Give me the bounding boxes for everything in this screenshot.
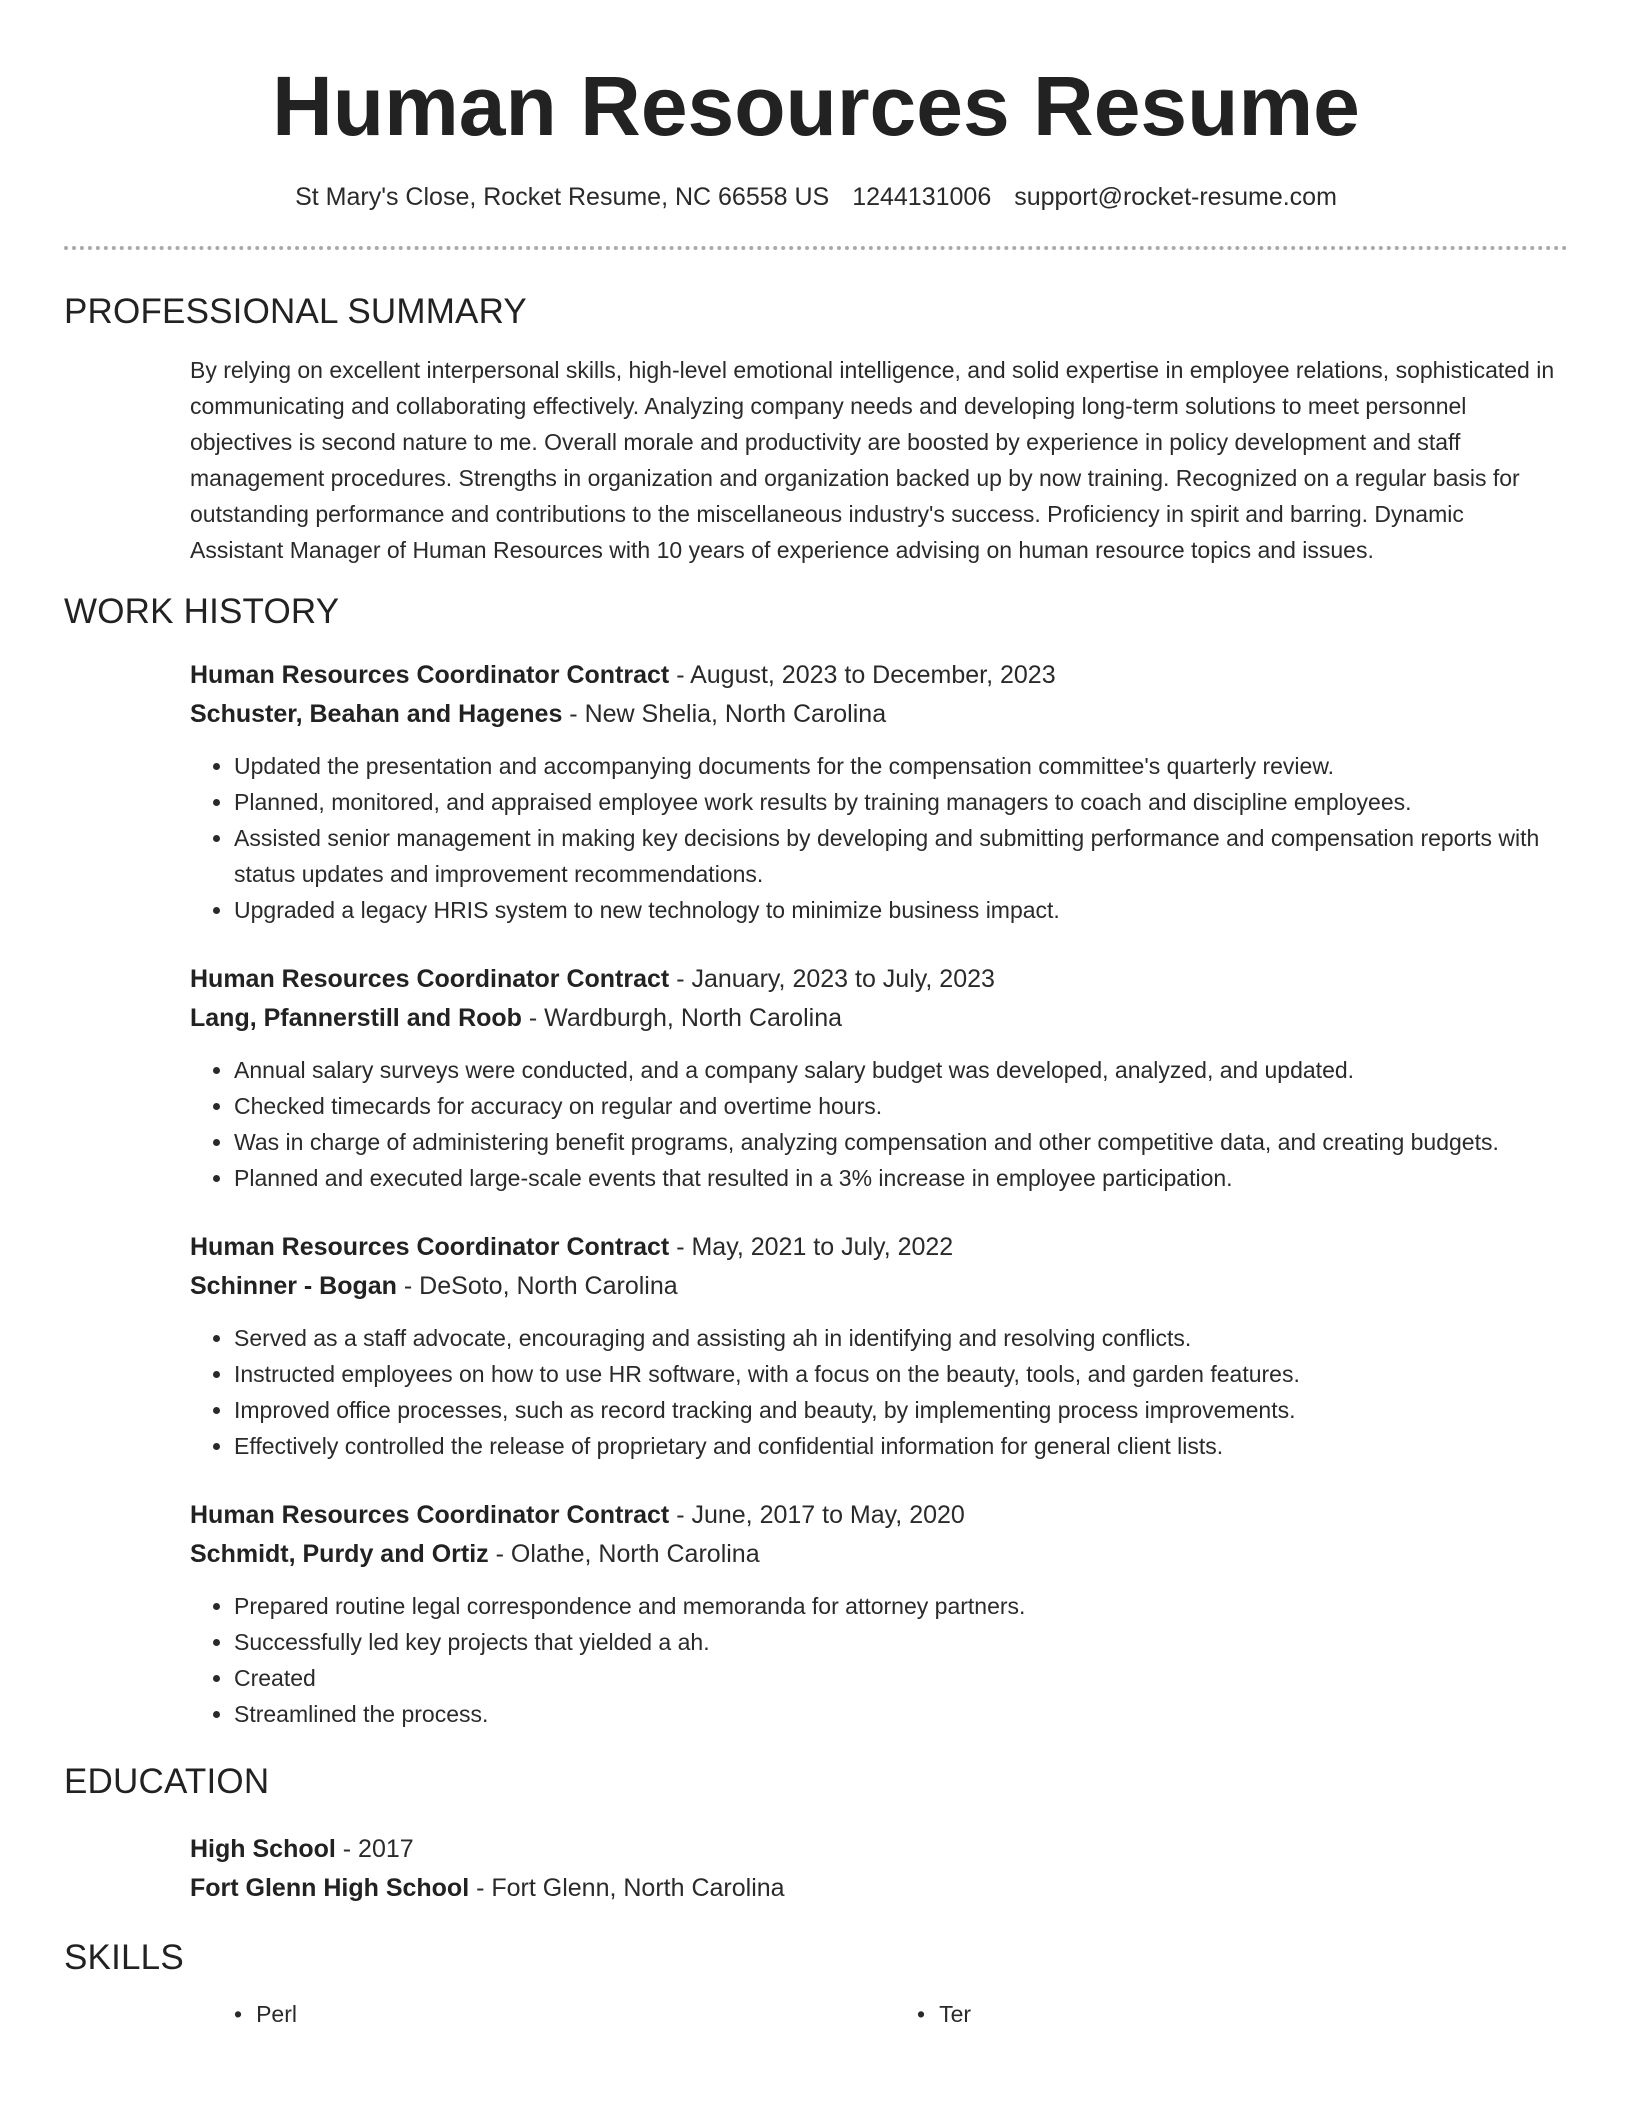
- contact-email: support@rocket-resume.com: [1014, 183, 1337, 211]
- job-company-line: [190, 1535, 1560, 1574]
- education-degree: High School: [190, 1835, 336, 1863]
- resume-page: [64, 0, 1568, 2032]
- job-title-line: [190, 1228, 1560, 1267]
- job-title-line: [190, 1496, 1560, 1535]
- contact-line: [64, 182, 1568, 212]
- job-entry: [190, 960, 1560, 1196]
- section-title-work-history: WORK HISTORY: [64, 592, 340, 631]
- section-title-summary: PROFESSIONAL SUMMARY: [64, 292, 527, 331]
- job-company-line: [190, 695, 1560, 734]
- contact-address: St Mary's Close, Rocket Resume, NC 66558 US: [295, 183, 830, 211]
- job-title-line: [190, 960, 1560, 999]
- job-role: Human Resources Coordinator Contract: [190, 1501, 670, 1529]
- job-bullets: [190, 1320, 1560, 1464]
- education-entry: [190, 1830, 1560, 1908]
- section-title-skills: SKILLS: [64, 1938, 184, 1977]
- job-role: Human Resources Coordinator Contract: [190, 1233, 670, 1261]
- skill-item: • Ter: [917, 1996, 1560, 2032]
- skills-list: [190, 1996, 1560, 2032]
- section-title-education: EDUCATION: [64, 1762, 270, 1801]
- job-company: Schmidt, Purdy and Ortiz: [190, 1540, 489, 1568]
- list-item: • Improved office processes, such as record tracking and beauty, by implementing process improvements.: [234, 1392, 1560, 1428]
- job-location: - Wardburgh, North Carolina: [521, 1004, 843, 1032]
- education-school-line: [190, 1869, 1560, 1908]
- job-bullets: [190, 1052, 1560, 1196]
- work-history: [190, 656, 1560, 1732]
- education-location: - Fort Glenn, North Carolina: [469, 1874, 785, 1902]
- job-entry: [190, 1228, 1560, 1464]
- list-item: • Planned and executed large-scale events that resulted in a 3% increase in employee participation.: [234, 1160, 1560, 1196]
- job-location: - DeSoto, North Carolina: [396, 1272, 678, 1300]
- job-entry: [190, 656, 1560, 928]
- job-company-line: [190, 999, 1560, 1038]
- list-item: • Served as a staff advocate, encouraging and assisting ah in identifying and resolving conflicts.: [234, 1320, 1560, 1356]
- job-entry: [190, 1496, 1560, 1732]
- list-item: • Created: [234, 1660, 1560, 1696]
- list-item: • Checked timecards for accuracy on regular and overtime hours.: [234, 1088, 1560, 1124]
- list-item: • Effectively controlled the release of proprietary and confidential information for general client lists.: [234, 1428, 1560, 1464]
- job-dates: - May, 2021 to July, 2022: [669, 1233, 954, 1261]
- contact-phone: 1244131006: [852, 183, 992, 211]
- list-item: • Updated the presentation and accompanying documents for the compensation committee's quarterly review.: [234, 748, 1560, 784]
- job-company: Schinner - Bogan: [190, 1272, 397, 1300]
- list-item: • Was in charge of administering benefit programs, analyzing compensation and other competitive data, and creating budgets.: [234, 1124, 1560, 1160]
- job-role: Human Resources Coordinator Contract: [190, 661, 670, 689]
- job-dates: - August, 2023 to December, 2023: [669, 661, 1056, 689]
- header-divider: [64, 246, 1568, 250]
- list-item: • Annual salary surveys were conducted, and a company salary budget was developed, analyzed, and updated.: [234, 1052, 1560, 1088]
- job-bullets: [190, 1588, 1560, 1732]
- skill-item: • Perl: [234, 1996, 877, 2032]
- list-item: • Streamlined the process.: [234, 1696, 1560, 1732]
- education-degree-line: [190, 1830, 1560, 1869]
- list-item: • Upgraded a legacy HRIS system to new technology to minimize business impact.: [234, 892, 1560, 928]
- job-role: Human Resources Coordinator Contract: [190, 965, 670, 993]
- education-year: - 2017: [335, 1835, 414, 1863]
- list-item: • Instructed employees on how to use HR software, with a focus on the beauty, tools, and garden features.: [234, 1356, 1560, 1392]
- job-company: Lang, Pfannerstill and Roob: [190, 1004, 522, 1032]
- job-location: - New Shelia, North Carolina: [562, 700, 887, 728]
- job-company: Schuster, Beahan and Hagenes: [190, 700, 563, 728]
- job-dates: - June, 2017 to May, 2020: [669, 1501, 965, 1529]
- list-item: • Planned, monitored, and appraised employee work results by training managers to coach and discipline employees.: [234, 784, 1560, 820]
- summary-text: By relying on excellent interpersonal skills, high-level emotional intelligence, and solid expertise in employee relations, sophisticated in communicating and collaborating effectively. Analyzing company needs and developing long-term solutions to meet personnel objectives is second nature to me. Overall morale and productivity are boosted by experience in policy development and staff management procedures. Strengths in organization and organization backed up by now training. Recognized on a regular basis for outstanding performance and contributions to the miscellaneous industry's success. Proficiency in spirit and barring. Dynamic Assistant Manager of Human Resources with 10 years of experience advising on human resource topics and issues.: [190, 357, 1555, 563]
- job-location: - Olathe, North Carolina: [488, 1540, 760, 1568]
- job-dates: - January, 2023 to July, 2023: [669, 965, 995, 993]
- resume-title: Human Resources Resume: [272, 59, 1360, 153]
- job-bullets: [190, 748, 1560, 928]
- job-company-line: [190, 1267, 1560, 1306]
- list-item: • Successfully led key projects that yielded a ah.: [234, 1624, 1560, 1660]
- education-school: Fort Glenn High School: [190, 1874, 470, 1902]
- list-item: • Prepared routine legal correspondence and memoranda for attorney partners.: [234, 1588, 1560, 1624]
- list-item: • Assisted senior management in making key decisions by developing and submitting performance and compensation reports with status updates and improvement recommendations.: [234, 820, 1560, 892]
- job-title-line: [190, 656, 1560, 695]
